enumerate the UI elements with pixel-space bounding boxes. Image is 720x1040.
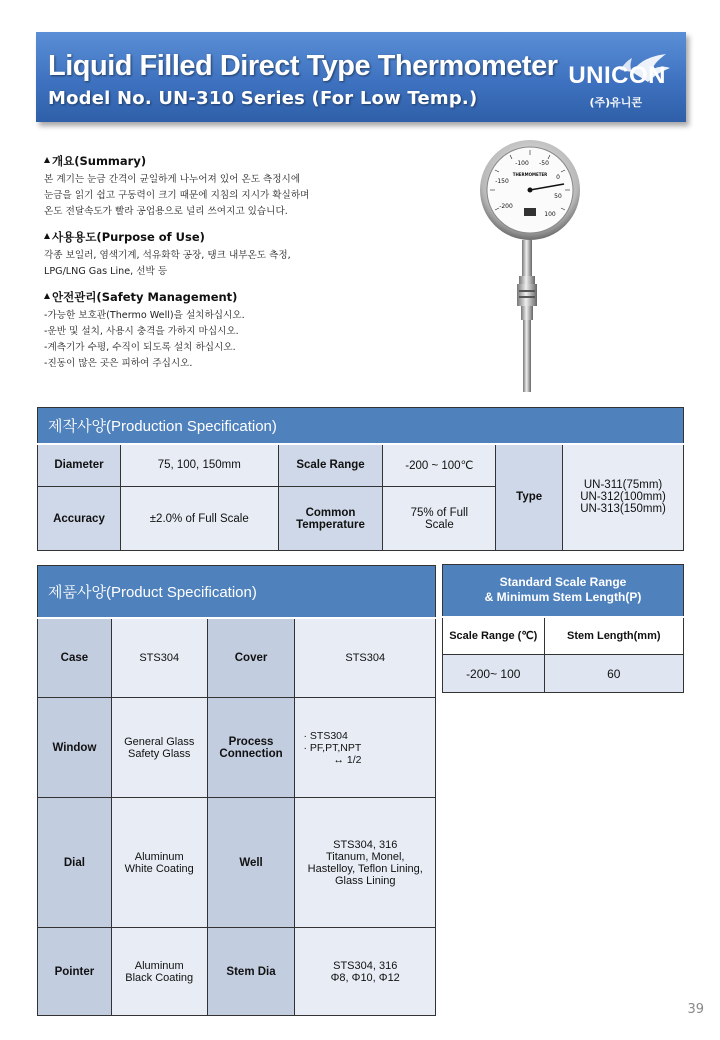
dial-label: -200 [499, 203, 513, 210]
section-title: 안전관리(Safety Management) [52, 290, 238, 304]
stem-length-col-header: Stem Length(mm) [544, 617, 683, 655]
page-subtitle: Model No. UN-310 Series (For Low Temp.) [48, 88, 478, 109]
dial-label: -50 [539, 160, 549, 167]
window-value: General Glass Safety Glass [111, 698, 207, 798]
table-row [443, 655, 684, 693]
triangle-bullet-icon [44, 293, 50, 299]
diameter-label: Diameter [38, 444, 121, 487]
dial-value: Aluminum White Coating [111, 798, 207, 928]
table-row [38, 798, 436, 928]
section-summary [44, 153, 444, 220]
diameter-value: 75, 100, 150mm [120, 444, 278, 487]
page-title: Liquid Filled Direct Type Thermometer [48, 50, 558, 82]
dial-label: 50 [554, 193, 562, 200]
description-sections [44, 153, 444, 381]
section-body: 본 계기는 눈금 간격이 균일하게 나누어져 있어 온도 측정시에 눈금을 읽기 쉽고 구동력이 크기 때문에 지침의 지시가 확실하며 온도 전달속도가 빨라 공업용으로 널리 쓰여지고 있습니다. [44, 174, 310, 217]
scale-table-title: Standard Scale Range & Minimum Stem Length(P) [443, 565, 684, 617]
cover-label: Cover [207, 618, 295, 698]
stem-dia-label: Stem Dia [207, 928, 295, 1016]
thermometer-image [478, 138, 588, 400]
table-row [38, 618, 436, 698]
product-spec-title: 제품사양(Product Specification) [38, 566, 436, 618]
page-number: 39 [687, 1002, 704, 1017]
dial-brand: THERMOMETER [512, 172, 548, 177]
dial-label: -150 [495, 178, 509, 185]
process-connection-label: Process Connection [207, 698, 295, 798]
pointer-label: Pointer [38, 928, 112, 1016]
header-banner [36, 32, 686, 122]
table-row [38, 698, 436, 798]
process-connection-value: · STS304 · PF,PT,NPT ↔ 1/2 [295, 698, 436, 798]
triangle-bullet-icon [44, 157, 50, 163]
accuracy-value: ±2.0% of Full Scale [120, 487, 278, 551]
common-temp-value: 75% of Full Scale [383, 487, 496, 551]
dial-label: 100 [544, 211, 556, 218]
accuracy-label: Accuracy [38, 487, 121, 551]
type-values: UN-311(75mm) UN-312(100mm) UN-313(150mm) [563, 444, 684, 551]
cover-value: STS304 [295, 618, 436, 698]
section-safety [44, 289, 444, 372]
case-value: STS304 [111, 618, 207, 698]
section-body: -가능한 보호관(Thermo Well)을 설치하십시오. -운반 및 설치, 사용시 충격을 가하지 마십시오. -계측기가 수평, 수직이 되도록 설치 하십시오. -진동이 많은 곳은 피하여 주십시오. [44, 310, 245, 369]
scale-range-value: -200 ~ 100℃ [383, 444, 496, 487]
section-body: 각종 보일러, 염색기계, 석유화학 공장, 탱크 내부온도 측정, LPG/LNG Gas Line, 선박 등 [44, 250, 291, 277]
stem-dia-value: STS304, 316 Φ8, Φ10, Φ12 [295, 928, 436, 1016]
well-value: STS304, 316 Titanum, Monel, Hastelloy, Teflon Lining, Glass Lining [295, 798, 436, 928]
section-purpose [44, 229, 444, 280]
production-spec-title: 제작사양(Production Specification) [38, 408, 684, 444]
triangle-bullet-icon [44, 233, 50, 239]
dial-label: 0 [556, 174, 560, 181]
stem-length-cell: 60 [544, 655, 683, 693]
dial-label: Dial [38, 798, 112, 928]
type-label: Type [496, 444, 563, 551]
pointer-value: Aluminum Black Coating [111, 928, 207, 1016]
table-row [38, 928, 436, 1016]
scale-range-col-header: Scale Range (℃) [443, 617, 545, 655]
dial-label: -100 [515, 160, 529, 167]
logo-sub: (주)유니콘 [589, 96, 642, 109]
section-title: 사용용도(Purpose of Use) [52, 230, 205, 244]
common-temp-label: Common Temperature [278, 487, 383, 551]
unicon-logo [562, 50, 672, 110]
case-label: Case [38, 618, 112, 698]
logo-brand: UNICON [568, 62, 666, 89]
window-label: Window [38, 698, 112, 798]
section-title: 개요(Summary) [52, 154, 147, 168]
product-spec-table [37, 565, 436, 1016]
scale-range-table [442, 564, 684, 693]
well-label: Well [207, 798, 295, 928]
scale-range-cell: -200~ 100 [443, 655, 545, 693]
production-spec-table [37, 407, 684, 551]
scale-range-label: Scale Range [278, 444, 383, 487]
